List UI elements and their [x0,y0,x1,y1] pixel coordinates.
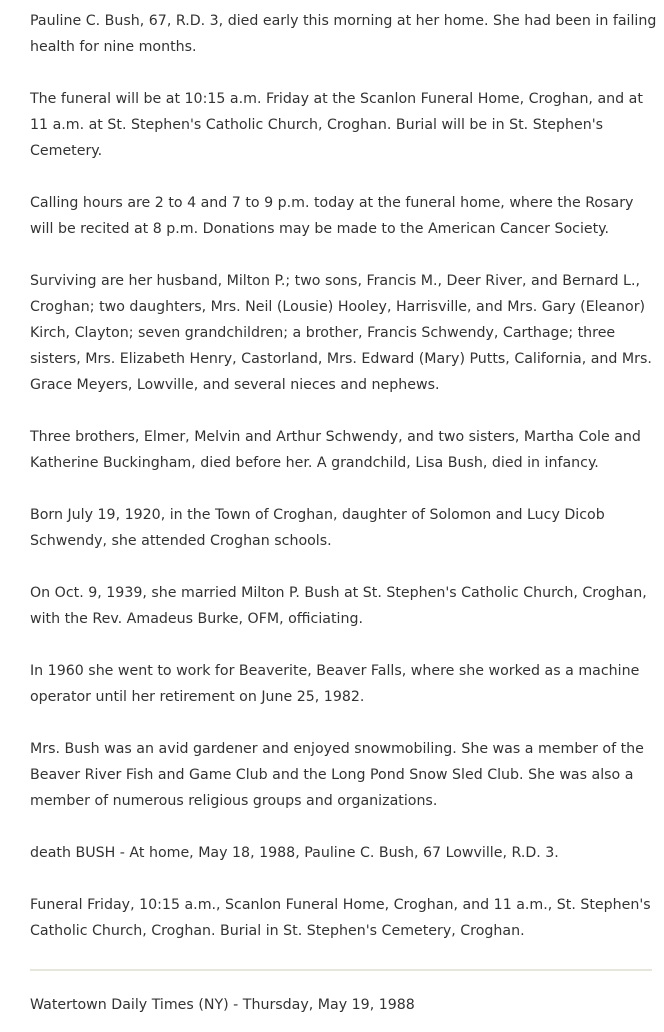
obituary-paragraph-survivors: Surviving are her husband, Milton P.; two sons, Francis M., Deer River, and Bernard L., Croghan; two daughters, Mrs. Neil (Lousie) Hooley, Harrisville, and Mrs. Gary (Eleanor) Kirch, Clayton; seven grandchildren; a brother, Francis Schwendy, Carthage; three sisters, Mrs. Elizabeth Henry, Castorland, Mrs. Edward (Mary) Putts, California, and Mrs. Grace Meyers, Lowville, and several nieces and nephews. [30,273,652,393]
funeral-notice: Funeral Friday, 10:15 a.m., Scanlon Funeral Home, Croghan, and 11 a.m., St. Stephen's Catholic Church, Croghan. Burial in St. Stephen's Cemetery, Croghan. [30,897,651,939]
obituary-paragraph-marriage: On Oct. 9, 1939, she married Milton P. Bush at St. Stephen's Catholic Church, Croghan, with the Rev. Amadeus Burke, OFM, officiating. [30,585,647,627]
divider [30,969,652,971]
obituary-paragraph-intro: Pauline C. Bush, 67, R.D. 3, died early this morning at her home. She had been in failing health for nine months. [30,13,657,55]
death-notice: death BUSH - At home, May 18, 1988, Pauline C. Bush, 67 Lowville, R.D. 3. [30,845,559,861]
obituary-paragraph-calling-hours: Calling hours are 2 to 4 and 7 to 9 p.m. today at the funeral home, where the Rosary will be recited at 8 p.m. Donations may be made to the American Cancer Society. [30,195,634,237]
obituary-paragraph-birth: Born July 19, 1920, in the Town of Croghan, daughter of Solomon and Lucy Dicob Schwendy, she attended Croghan schools. [30,507,605,549]
obituary-article [30,8,660,970]
source-citation: Watertown Daily Times (NY) - Thursday, May 19, 1988 [30,997,415,1013]
obituary-paragraph-funeral: The funeral will be at 10:15 a.m. Friday at the Scanlon Funeral Home, Croghan, and at 11 a.m. at St. Stephen's Catholic Church, Croghan. Burial will be in St. Stephen's Cemetery. [30,91,643,159]
obituary-paragraph-predeceased: Three brothers, Elmer, Melvin and Arthur Schwendy, and two sisters, Martha Cole and Katherine Buckingham, died before her. A grandchild, Lisa Bush, died in infancy. [30,429,641,471]
obituary-paragraph-career: In 1960 she went to work for Beaverite, Beaver Falls, where she worked as a machine operator until her retirement on June 25, 1982. [30,663,640,705]
obituary-paragraph-hobbies: Mrs. Bush was an avid gardener and enjoyed snowmobiling. She was a member of the Beaver River Fish and Game Club and the Long Pond Snow Sled Club. She was also a member of numerous religious groups and organizations. [30,741,644,809]
